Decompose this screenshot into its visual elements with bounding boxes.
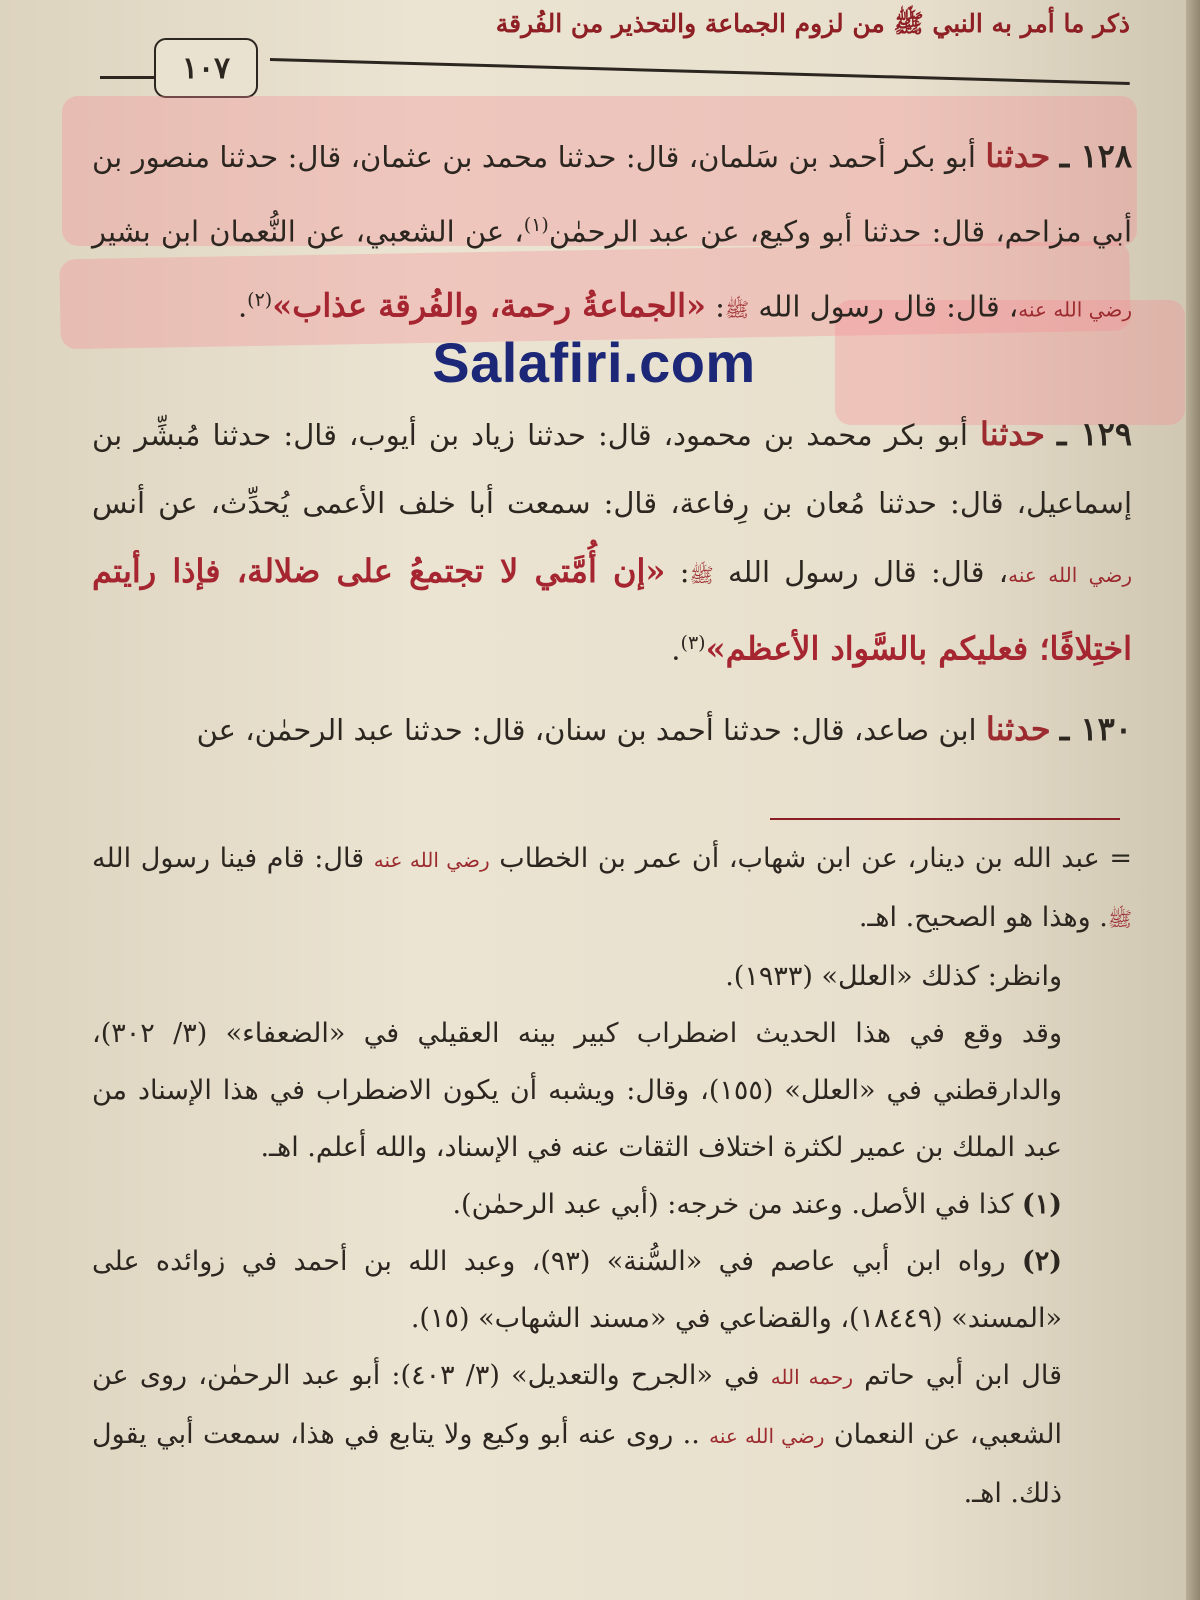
salallahu-glyph: ﷺ [689,563,714,587]
colon: : [705,289,725,324]
page-number: ١٠٧ [154,38,258,98]
footnote-text: .. روى عنه أبو وكيع ولا يتابع في هذا، سمعت أبي يقول ذلك. اهـ. [92,1419,1062,1509]
footnote-text: . وهذا هو الصحيح. اهـ. [858,902,1108,933]
colon: : [665,555,690,589]
footnote-see-also: وانظر: كذلك «العلل» (١٩٣٣). [725,961,1062,992]
footnote-1 [92,1176,1132,1233]
rahimahullah-glyph: رحمه الله [770,1365,853,1389]
isnad-text: ، عن الشعبي، عن النُّعمان ابن بشير [92,214,524,249]
footnote-text: قال: قام فينا رسول الله [92,843,374,874]
haddathana-word: حدثنا [980,415,1045,453]
header-rule [270,58,1130,85]
haddathana-word: حدثنا [985,137,1051,175]
radiallahu-anhu-glyph: رضي الله عنه [373,848,490,872]
header-rule-left [100,76,156,79]
hadith-matn: «الجماعةُ رحمة، والفُرقة عذاب» [272,286,706,325]
hadith-129 [92,400,1132,684]
isnad-text: أبو بكر محمد بن محمود، قال: حدثنا زياد بن أيوب، قال: حدثنا مُبشِّر بن إسماعيل، قال: حدثنا مُعان بن رِفاعة، قال: سمعت أبا خلف الأعمى يُحدِّث، عن أنس [92,418,1132,520]
footnote-ref-2: (٢) [247,288,273,311]
hadith-number: ١٣٠ ـ [1059,710,1132,748]
footnote-text: قال ابن أبي حاتم [852,1360,1062,1391]
footnotes [92,830,1132,1522]
footnote-abi-hatim [92,1347,1132,1522]
page-header [90,0,1130,100]
period: . [671,632,681,667]
footnote-idtirab: وقد وقع في هذا الحديث اضطراب كبير بينه العقيلي في «الضعفاء» (٣/ ٣٠٢)، والدارقطني في «العلل» (١٥٥)، وقال: ويشبه أن يكون الاضطراب في هذا الإسناد من عبد الملك بن عمير لكثرة اختلاف الثقات عنه في الإسناد، والله أعلم. اهـ. [92,1018,1062,1163]
footnote-number: (١) [1021,1189,1062,1220]
isnad-text: ، قال: قال رسول الله [749,289,1019,324]
hadith-130 [92,695,1132,764]
footnote-text: كذا في الأصل. وعند من خرجه: (أبي عبد الرحمٰن). [452,1189,1022,1220]
footnote-continuation [92,830,1132,948]
salallahu-glyph: ﷺ [724,297,750,322]
footnote-divider [770,818,1120,820]
footnote-text: = عبد الله بن دينار، عن ابن شهاب، أن عمر بن الخطاب [489,843,1132,874]
footnote-number: (٢) [1021,1246,1062,1277]
page-edge [1186,0,1200,1600]
isnad-text: ابن صاعد، قال: حدثنا أحمد بن سنان، قال: حدثنا عبد الرحمٰن، عن [196,713,986,747]
radiallahu-anhu-glyph: رضي الله عنه [709,1424,825,1448]
radiallahu-anhu-glyph: رضي الله عنه [1008,563,1132,587]
haddathana-word: حدثنا [985,710,1051,748]
hadith-number: ١٢٩ ـ [1057,415,1133,453]
period: . [237,289,248,324]
salallahu-glyph: ﷺ [1107,907,1132,931]
hadith-matn: «إن أُمَّتي لا تجتمعُ على ضلالة، فإذا رأيتم اختِلافًا؛ فعليكم بالسَّواد الأعظم» [92,552,1132,668]
watermark: Salafiri.com [432,331,756,394]
radiallahu-anhu-glyph: رضي الله عنه [1018,297,1132,322]
footnote-ref-1: (١) [523,214,549,236]
footnote-text: في «الجرح والتعديل» (٣/ ٤٠٣): أبو عبد الرحمٰن، روى عن الشعبي، عن النعمان [92,1360,1062,1450]
footnote-2 [92,1233,1132,1347]
footnote-text: رواه ابن أبي عاصم في «السُّنة» (٩٣)، وعبد الله بن أحمد في زوائده على «المسند» (١٨٤٤٩)، والقضاعي في «مسند الشهاب» (١٥). [92,1246,1062,1334]
isnad-text: ، قال: قال رسول الله [713,555,1009,589]
footnote-ref-3: (٣) [680,632,706,654]
isnad-text: أبو بكر أحمد بن سَلمان، قال: حدثنا محمد بن عثمان، قال: حدثنا منصور بن أبي مزاحم، قال: حدثنا أبو وكيع، عن عبد الرحمٰن [92,140,1132,249]
hadith-number: ١٢٨ ـ [1059,137,1133,175]
hadith-128 [92,122,1132,343]
running-head: ذكر ما أمر به النبي ﷺ من لزوم الجماعة والتحذير من الفُرقة [495,9,1130,38]
